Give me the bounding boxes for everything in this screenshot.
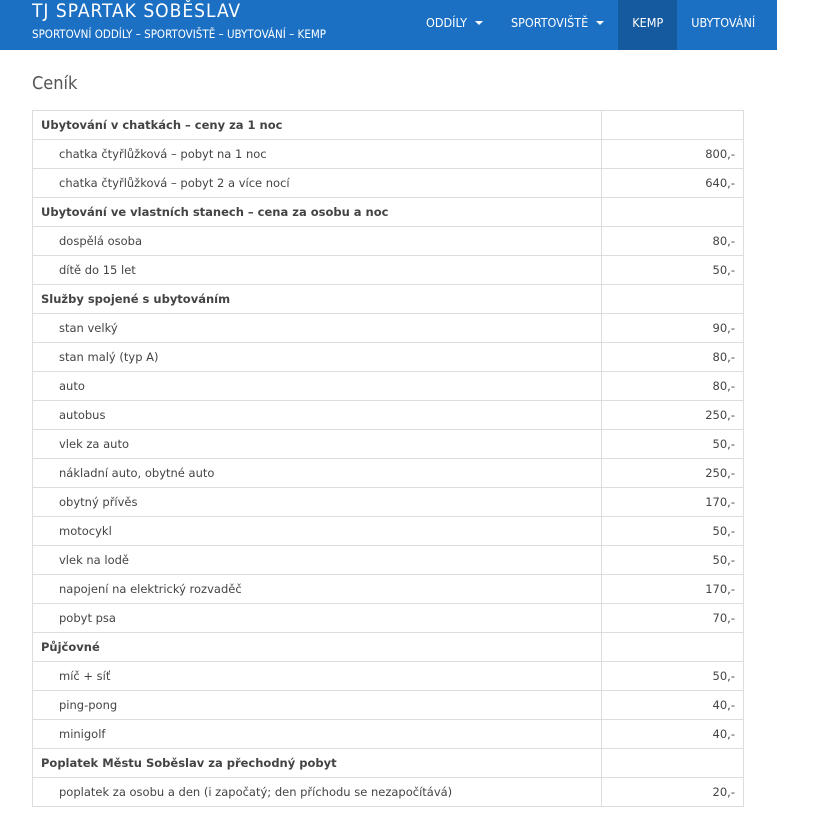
row-label: vlek za auto [33, 430, 602, 459]
menu-item-2[interactable] [618, 0, 677, 50]
menu-item-label: UBYTOVÁNÍ [691, 15, 756, 30]
row-price: 40,- [602, 691, 744, 720]
section-row [33, 749, 744, 778]
row-price: 50,- [602, 517, 744, 546]
row-price [602, 198, 744, 227]
table-row [33, 372, 744, 401]
table-row [33, 256, 744, 285]
site-title[interactable]: TJ SPARTAK SOBĚSLAV [32, 0, 242, 22]
row-price [602, 749, 744, 778]
menu-item-label: SPORTOVIŠTĚ [510, 15, 589, 30]
row-label: pobyt psa [33, 604, 602, 633]
row-label: Ubytování ve vlastních stanech – cena za osobu a noc [33, 198, 602, 227]
row-price: 50,- [602, 256, 744, 285]
table-row [33, 662, 744, 691]
table-row [33, 691, 744, 720]
row-label: Půjčovné [33, 633, 602, 662]
row-label: autobus [33, 401, 602, 430]
row-price: 50,- [602, 662, 744, 691]
row-label: Ubytování v chatkách – ceny za 1 noc [33, 111, 602, 140]
row-price: 800,- [602, 140, 744, 169]
section-row [33, 285, 744, 314]
row-label: stan malý (typ A) [33, 343, 602, 372]
table-row [33, 140, 744, 169]
top-navbar [0, 0, 818, 50]
main-menu [412, 0, 831, 50]
table-row [33, 169, 744, 198]
row-price [602, 111, 744, 140]
menu-item-3[interactable] [677, 0, 769, 50]
menu-item-0[interactable] [412, 0, 497, 50]
row-label: obytný přívěs [33, 488, 602, 517]
section-row [33, 111, 744, 140]
price-table [32, 110, 744, 807]
row-price: 80,- [602, 343, 744, 372]
menu-item-1[interactable] [497, 0, 618, 50]
row-price: 50,- [602, 430, 744, 459]
table-row [33, 575, 744, 604]
page-title: Ceník [32, 73, 78, 94]
menu-item-label: ODDÍLY [426, 15, 467, 30]
table-row [33, 517, 744, 546]
caret-down-icon [596, 21, 604, 25]
row-price: 90,- [602, 314, 744, 343]
menu-item-label: KEMP [632, 15, 664, 30]
row-label: napojení na elektrický rozvaděč [33, 575, 602, 604]
row-label: Služby spojené s ubytováním [33, 285, 602, 314]
section-row [33, 633, 744, 662]
table-row [33, 401, 744, 430]
row-price: 640,- [602, 169, 744, 198]
table-row [33, 778, 744, 807]
table-row [33, 227, 744, 256]
row-price [602, 633, 744, 662]
row-price: 80,- [602, 227, 744, 256]
row-price: 170,- [602, 488, 744, 517]
row-label: auto [33, 372, 602, 401]
table-row [33, 430, 744, 459]
section-row [33, 198, 744, 227]
row-label: stan velký [33, 314, 602, 343]
table-row [33, 314, 744, 343]
menu-item-4[interactable] [769, 0, 831, 50]
table-row [33, 546, 744, 575]
row-price: 40,- [602, 720, 744, 749]
row-label: dospělá osoba [33, 227, 602, 256]
row-price: 250,- [602, 401, 744, 430]
site-subtitle: SPORTOVNÍ ODDÍLY – SPORTOVIŠTĚ – UBYTOVÁNÍ – KEMP [32, 27, 327, 41]
row-label: vlek na lodě [33, 546, 602, 575]
row-label: nákladní auto, obytné auto [33, 459, 602, 488]
row-label: chatka čtyřlůžková – pobyt 2 a více nocí [33, 169, 602, 198]
row-label: Poplatek Městu Soběslav za přechodný pobyt [33, 749, 602, 778]
row-label: motocykl [33, 517, 602, 546]
row-label: chatka čtyřlůžková – pobyt na 1 noc [33, 140, 602, 169]
menu-item-label: CENÍK [783, 15, 818, 30]
table-row [33, 459, 744, 488]
row-label: poplatek za osobu a den (i započatý; den příchodu se nezapočítává) [33, 778, 602, 807]
row-price [602, 285, 744, 314]
row-price: 170,- [602, 575, 744, 604]
caret-down-icon [475, 21, 483, 25]
row-price: 50,- [602, 546, 744, 575]
row-label: minigolf [33, 720, 602, 749]
row-price: 250,- [602, 459, 744, 488]
row-label: dítě do 15 let [33, 256, 602, 285]
table-row [33, 343, 744, 372]
row-label: ping-pong [33, 691, 602, 720]
table-row [33, 604, 744, 633]
site-brand[interactable] [32, 0, 326, 41]
row-price: 80,- [602, 372, 744, 401]
table-row [33, 720, 744, 749]
row-label: míč + síť [33, 662, 602, 691]
row-price: 70,- [602, 604, 744, 633]
table-row [33, 488, 744, 517]
row-price: 20,- [602, 778, 744, 807]
